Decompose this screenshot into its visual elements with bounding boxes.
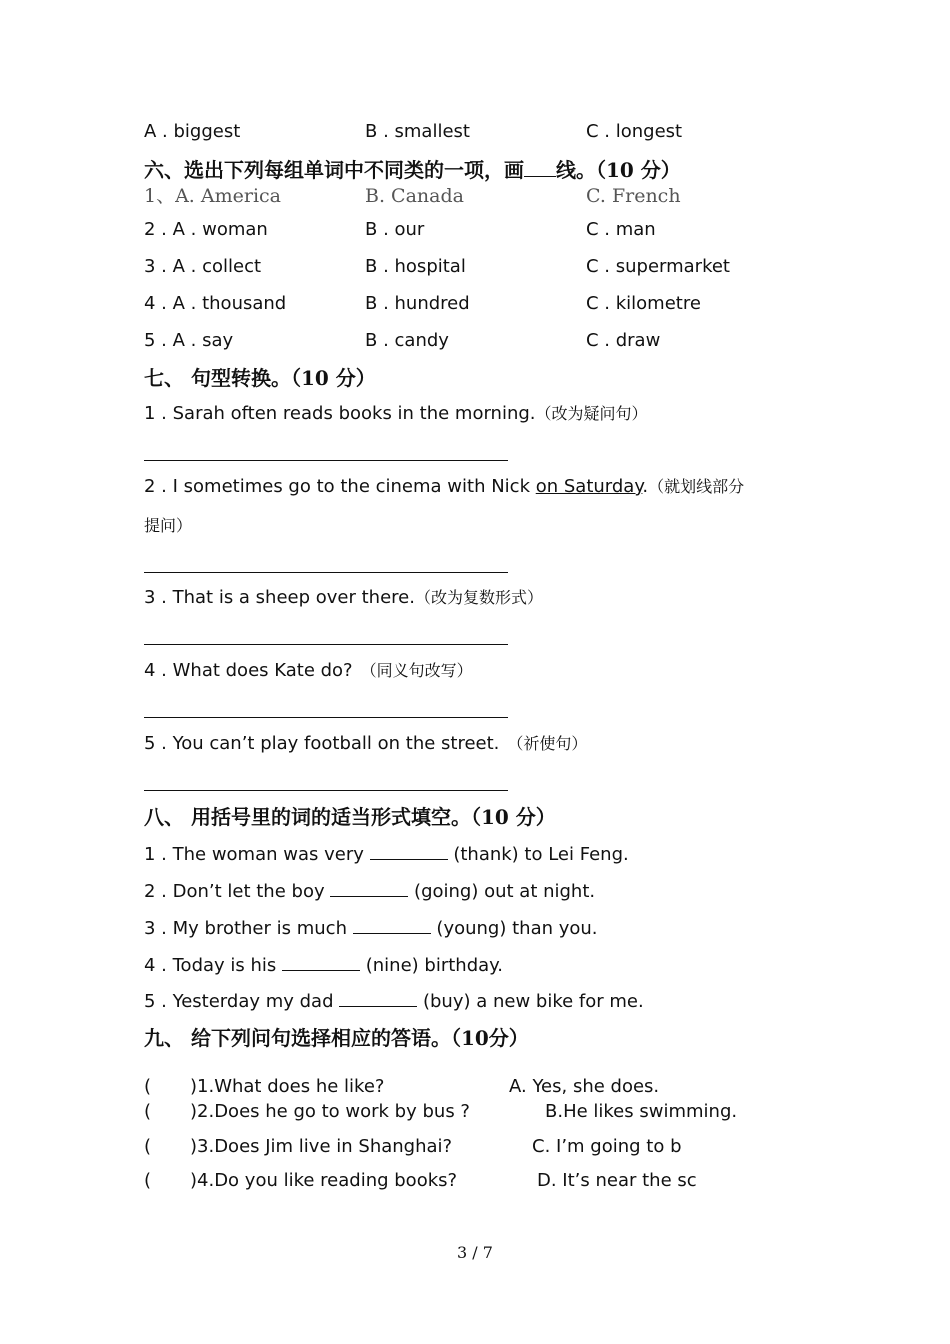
question-1: )1.What does he like?	[190, 1076, 385, 1097]
answer-line-3[interactable]	[144, 644, 508, 645]
question-2: )2.Does he go to work by bus ?	[190, 1101, 470, 1122]
fill-blank-5[interactable]	[339, 988, 417, 1007]
row3-b: B . hospital	[365, 256, 466, 277]
row5-c: C . draw	[586, 330, 661, 351]
answer-b: B.He likes swimming.	[545, 1101, 738, 1122]
section7-q4	[144, 659, 473, 683]
question-4: )4.Do you like reading books?	[190, 1170, 458, 1191]
answer-line-2[interactable]	[144, 572, 508, 573]
fill-blank-2[interactable]	[330, 878, 408, 897]
section8-item-5	[144, 988, 644, 1014]
answer-line-4[interactable]	[144, 717, 508, 718]
q4-text: 4 . What does Kate do?	[144, 660, 353, 681]
q2-text: 2 . I sometimes go to the cinema with Nick	[144, 476, 536, 497]
section9-row-3	[144, 1135, 682, 1159]
row5-a: 5 . A . say	[144, 330, 234, 351]
answer-paren-2[interactable]: (	[144, 1101, 152, 1122]
q5-text: 5 . You can’t play football on the street.	[144, 733, 500, 754]
section6-title	[144, 156, 681, 184]
section9-row-1	[144, 1075, 660, 1099]
section7-q2	[144, 475, 744, 499]
section9-row-2	[144, 1100, 738, 1124]
item4-pre: 4 . Today is his	[144, 955, 283, 976]
fill-blank-3[interactable]	[353, 915, 431, 934]
item1-post: (thank) to Lei Feng.	[447, 844, 629, 865]
row3-a: 3 . A . collect	[144, 256, 262, 277]
row1-b: B. Canada	[365, 185, 464, 207]
q3-note: （改为复数形式）	[414, 588, 543, 607]
item4-post: (nine) birthday.	[360, 955, 503, 976]
section8-item-2	[144, 878, 595, 904]
row3-c: C . supermarket	[586, 256, 730, 277]
q4-note: （同义句改写）	[360, 661, 473, 680]
option-a: A . biggest	[144, 121, 241, 142]
row4-a: 4 . A . thousand	[144, 293, 287, 314]
q1-note: （改为疑问句）	[535, 404, 648, 423]
section9-title: 九、 给下列问句选择相应的答语。（10分）	[144, 1026, 529, 1050]
option-b: B . smallest	[365, 121, 470, 142]
answer-line-5[interactable]	[144, 790, 508, 791]
row2-c: C . man	[586, 219, 656, 240]
q5-note: （祈使句）	[507, 734, 588, 753]
answer-line-1[interactable]	[144, 460, 508, 461]
item3-pre: 3 . My brother is much	[144, 918, 353, 939]
answer-a: A. Yes, she does.	[509, 1076, 660, 1097]
option-c: C . longest	[586, 121, 683, 142]
section8-title: 八、 用括号里的词的适当形式填空。（10 分）	[144, 805, 556, 829]
section7-q2-note-cont: 提问）	[144, 516, 193, 535]
answer-d: D. It’s near the sc	[537, 1170, 697, 1191]
page-number: 3 / 7	[457, 1243, 493, 1262]
row2-a: 2 . A . woman	[144, 219, 268, 240]
answer-c: C. I’m going to b	[532, 1136, 682, 1157]
q2-underlined: on Saturday	[535, 476, 643, 497]
section8-item-4	[144, 952, 503, 978]
section7-title: 七、 句型转换。（10 分）	[144, 366, 376, 390]
fill-blank-4[interactable]	[282, 952, 360, 971]
fill-blank-1[interactable]	[370, 841, 448, 860]
section7-q1	[144, 402, 648, 426]
section7-q5	[144, 732, 587, 756]
q1-text: 1 . Sarah often reads books in the morning.	[144, 403, 536, 424]
item3-post: (young) than you.	[430, 918, 598, 939]
answer-paren-3[interactable]: (	[144, 1136, 152, 1157]
row4-b: B . hundred	[365, 293, 470, 314]
section9-row-4	[144, 1169, 697, 1193]
row4-c: C . kilometre	[586, 293, 701, 314]
item5-post: (buy) a new bike for me.	[417, 991, 644, 1012]
item2-pre: 2 . Don’t let the boy	[144, 881, 331, 902]
section8-item-1	[144, 841, 629, 867]
q2-note: （就划线部分	[648, 477, 745, 496]
row2-b: B . our	[365, 219, 425, 240]
q2-period: .	[642, 476, 649, 497]
item5-pre: 5 . Yesterday my dad	[144, 991, 340, 1012]
section6-title-pre: 六、选出下列每组单词中不同类的一项，画	[144, 158, 524, 182]
section6-title-post: 线。（10 分）	[556, 158, 681, 182]
item1-pre: 1 . The woman was very	[144, 844, 370, 865]
row1-c: C. French	[586, 185, 681, 207]
row5-b: B . candy	[365, 330, 449, 351]
underline-blank	[524, 156, 556, 177]
item2-post: (going) out at night.	[408, 881, 596, 902]
q3-text: 3 . That is a sheep over there.	[144, 587, 415, 608]
question-3: )3.Does Jim live in Shanghai?	[190, 1136, 453, 1157]
answer-paren-4[interactable]: (	[144, 1170, 152, 1191]
section7-q3	[144, 586, 543, 610]
answer-paren-1[interactable]: (	[144, 1076, 152, 1097]
section8-item-3	[144, 915, 598, 941]
row1-a: 1、A. America	[144, 185, 281, 207]
